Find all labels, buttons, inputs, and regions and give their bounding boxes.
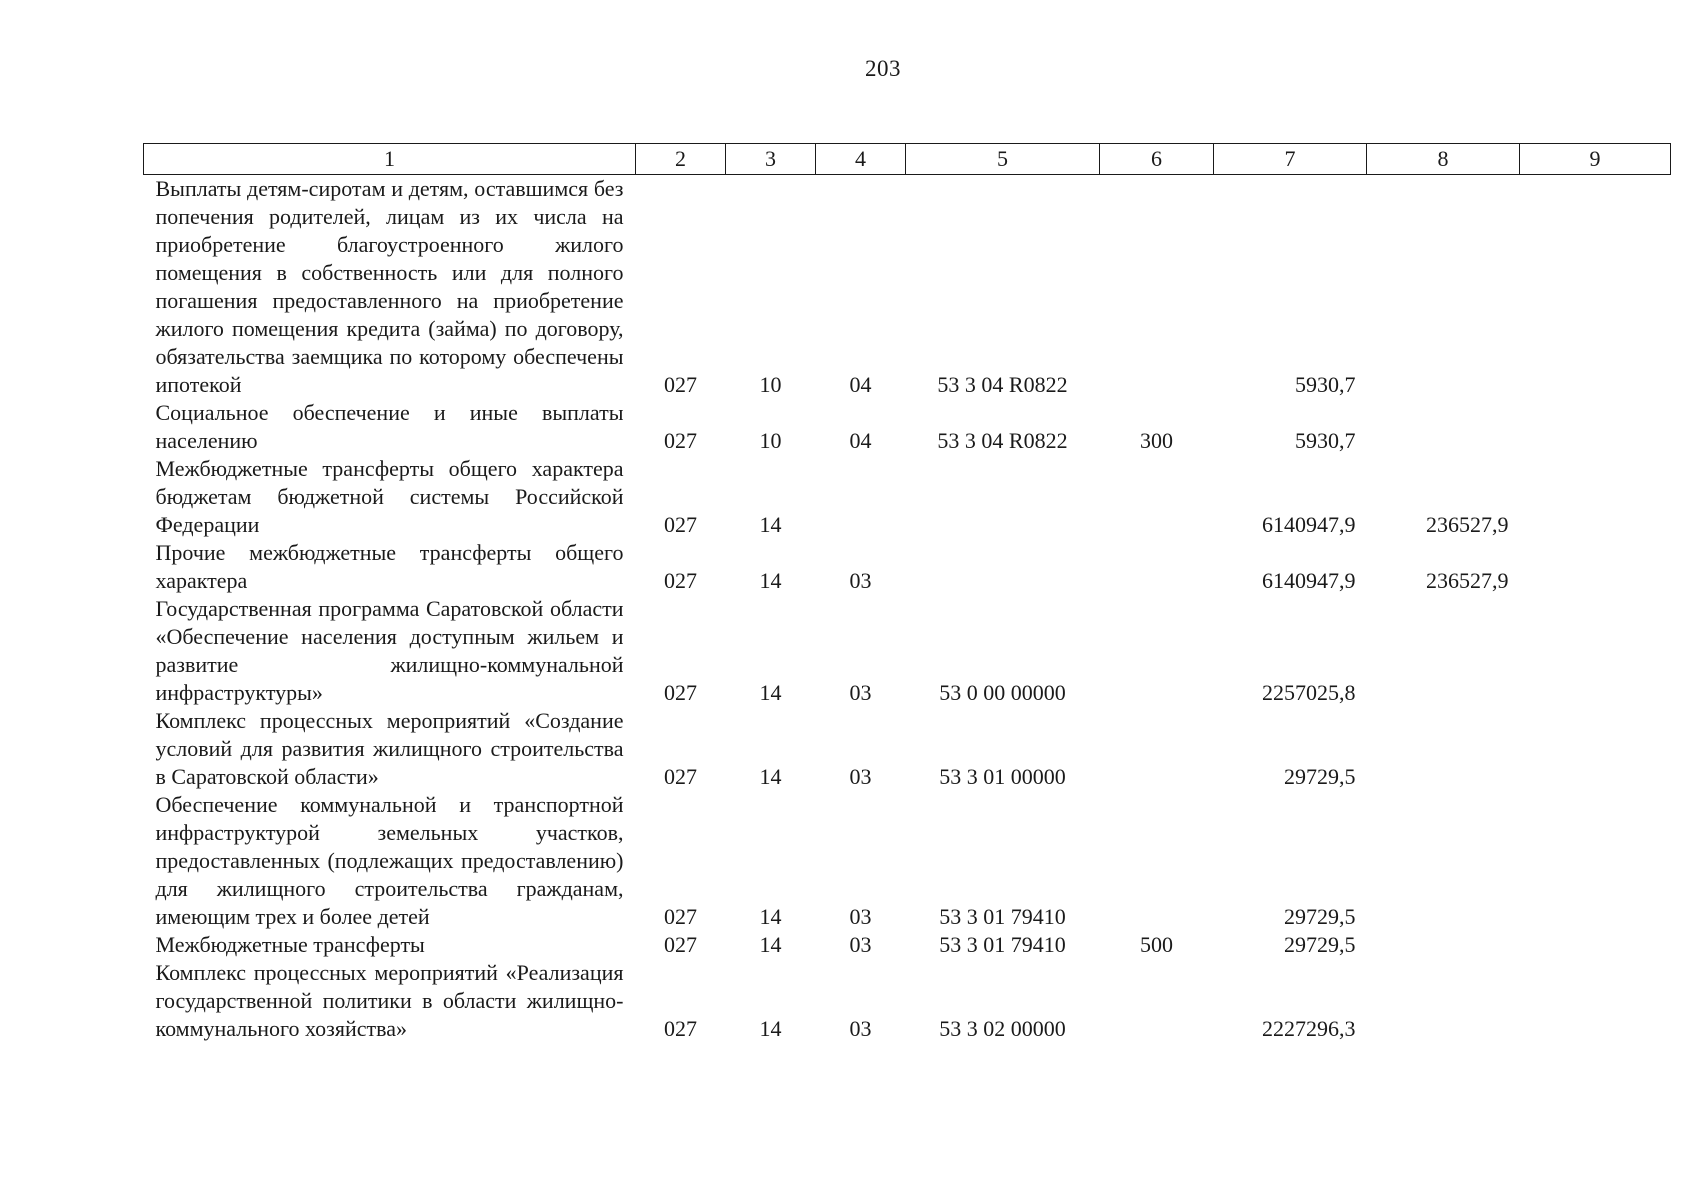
amount-cell-tertiary	[1520, 539, 1671, 595]
row-name-cell: Государственная программа Саратовской области «Обеспечение населения доступным жильем и развитие жилищно-коммунальной инфраструктуры»	[155, 596, 624, 705]
table-row	[144, 595, 1671, 707]
subsection-cell: 03	[849, 568, 872, 593]
code-cell: 027	[664, 932, 697, 957]
amount-cell: 5930,7	[1295, 428, 1356, 453]
code-cell: 027	[664, 1016, 697, 1041]
subsection-cell: 04	[849, 372, 872, 397]
expense-type-cell	[1100, 539, 1214, 595]
target-article-cell	[906, 539, 1100, 595]
amount-cell-secondary: 236527,9	[1426, 512, 1509, 537]
amount-cell-secondary	[1367, 959, 1520, 1043]
section-cell: 14	[759, 680, 782, 705]
table-row	[144, 399, 1671, 455]
subsection-cell: 03	[849, 680, 872, 705]
section-cell: 10	[759, 428, 782, 453]
subsection-cell: 03	[849, 1016, 872, 1041]
header-cell-5: 5	[906, 144, 1100, 175]
table-row	[144, 931, 1671, 959]
row-name-cell: Межбюджетные трансферты	[155, 932, 425, 957]
target-article-cell: 53 0 00 00000	[939, 680, 1066, 705]
amount-cell: 2227296,3	[1262, 1016, 1356, 1041]
header-cell-8: 8	[1367, 144, 1520, 175]
code-cell: 027	[664, 512, 697, 537]
amount-cell-tertiary	[1520, 399, 1671, 455]
row-name-cell: Обеспечение коммунальной и транспортной инфраструктурой земельных участков, предоставленных (подлежащих предоставлению) для жилищного строительства гражданам, имеющим трех и более детей	[155, 792, 624, 929]
section-cell: 14	[759, 904, 782, 929]
header-cell-6: 6	[1100, 144, 1214, 175]
amount-cell-tertiary	[1520, 707, 1671, 791]
table-row	[144, 959, 1671, 1043]
target-article-cell: 53 3 04 R0822	[937, 428, 1068, 453]
row-name-cell: Комплекс процессных мероприятий «Создание условий для развития жилищного строительства в Саратовской области»	[155, 708, 624, 789]
amount-cell-tertiary	[1520, 455, 1671, 539]
expense-type-cell: 300	[1140, 428, 1173, 453]
code-cell: 027	[664, 568, 697, 593]
expense-type-cell	[1100, 707, 1214, 791]
amount-cell-secondary	[1367, 791, 1520, 931]
code-cell: 027	[664, 428, 697, 453]
expense-type-cell	[1100, 455, 1214, 539]
row-name-cell: Выплаты детям-сиротам и детям, оставшимся без попечения родителей, лицам из их числа на приобретение благоустроенного жилого помещения в собственность или для полного погашения предоставленного на приобретение жилого помещения кредита (займа) по договору, обязательства заемщика по которому обеспечены ипотекой	[155, 176, 624, 397]
amount-cell-tertiary	[1520, 175, 1671, 400]
budget-table	[143, 143, 1671, 1043]
target-article-cell: 53 3 04 R0822	[937, 372, 1068, 397]
section-cell: 10	[759, 372, 782, 397]
amount-cell: 6140947,9	[1262, 512, 1356, 537]
amount-cell: 2257025,8	[1262, 680, 1356, 705]
header-cell-2: 2	[636, 144, 726, 175]
section-cell: 14	[759, 568, 782, 593]
amount-cell-secondary	[1367, 595, 1520, 707]
target-article-cell: 53 3 01 00000	[939, 764, 1066, 789]
amount-cell: 29729,5	[1284, 904, 1356, 929]
amount-cell: 5930,7	[1295, 372, 1356, 397]
page-number: 203	[865, 56, 901, 81]
expense-type-cell	[1100, 595, 1214, 707]
table-row	[144, 707, 1671, 791]
table-row	[144, 175, 1671, 400]
amount-cell-secondary	[1367, 399, 1520, 455]
target-article-cell	[906, 455, 1100, 539]
amount-cell-secondary	[1367, 707, 1520, 791]
expense-type-cell: 500	[1140, 932, 1173, 957]
subsection-cell	[816, 455, 906, 539]
header-cell-9: 9	[1520, 144, 1671, 175]
subsection-cell: 03	[849, 764, 872, 789]
header-cell-3: 3	[726, 144, 816, 175]
header-cell-1: 1	[144, 144, 636, 175]
section-cell: 14	[759, 1016, 782, 1041]
amount-cell: 29729,5	[1284, 764, 1356, 789]
target-article-cell: 53 3 01 79410	[939, 904, 1066, 929]
subsection-cell: 03	[849, 932, 872, 957]
header-cell-7: 7	[1214, 144, 1367, 175]
table-row	[144, 791, 1671, 931]
row-name-cell: Межбюджетные трансферты общего характера бюджетам бюджетной системы Российской Федерации	[155, 456, 624, 537]
header-cell-4: 4	[816, 144, 906, 175]
amount-cell-secondary: 236527,9	[1426, 568, 1509, 593]
expense-type-cell	[1100, 959, 1214, 1043]
code-cell: 027	[664, 904, 697, 929]
code-cell: 027	[664, 764, 697, 789]
expense-type-cell	[1100, 791, 1214, 931]
amount-cell-tertiary	[1520, 931, 1671, 959]
subsection-cell: 04	[849, 428, 872, 453]
amount-cell-tertiary	[1520, 959, 1671, 1043]
code-cell: 027	[664, 680, 697, 705]
amount-cell-tertiary	[1520, 791, 1671, 931]
header-row	[144, 144, 1671, 175]
section-cell: 14	[759, 932, 782, 957]
row-name-cell: Комплекс процессных мероприятий «Реализация государственной политики в области жилищно-коммунального хозяйства»	[155, 960, 624, 1041]
section-cell: 14	[759, 512, 782, 537]
amount-cell: 29729,5	[1284, 932, 1356, 957]
table-row	[144, 455, 1671, 539]
table-body	[144, 175, 1671, 1044]
amount-cell-tertiary	[1520, 595, 1671, 707]
target-article-cell: 53 3 02 00000	[939, 1016, 1066, 1041]
amount-cell-secondary	[1367, 175, 1520, 400]
amount-cell: 6140947,9	[1262, 568, 1356, 593]
table-row	[144, 539, 1671, 595]
target-article-cell: 53 3 01 79410	[939, 932, 1066, 957]
expense-type-cell	[1100, 175, 1214, 400]
subsection-cell: 03	[849, 904, 872, 929]
row-name-cell: Социальное обеспечение и иные выплаты населению	[155, 400, 624, 453]
section-cell: 14	[759, 764, 782, 789]
amount-cell-secondary	[1367, 931, 1520, 959]
code-cell: 027	[664, 372, 697, 397]
row-name-cell: Прочие межбюджетные трансферты общего характера	[155, 540, 624, 593]
